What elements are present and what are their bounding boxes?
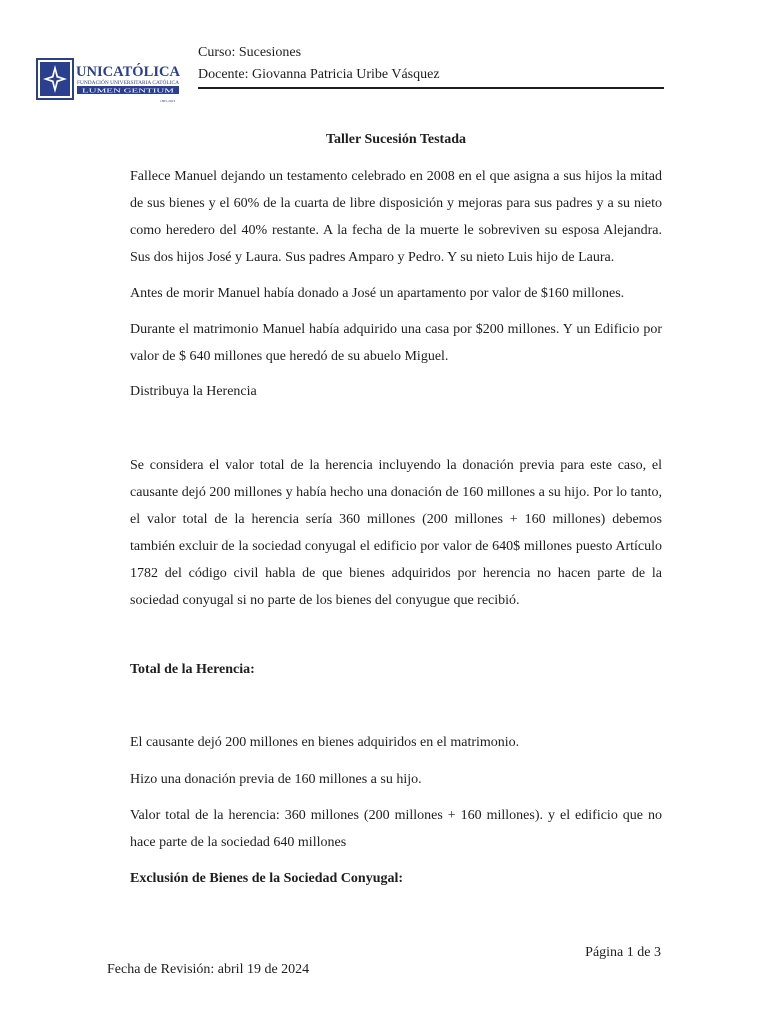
logo-motto: LUMEN GENTIUM: [82, 88, 176, 95]
paragraph-case-description: Fallece Manuel dejando un testamento celebrado en 2008 en el que asigna a sus hijos la mitad de sus bienes y el 60% de la cuarta de libre disposición y mejoras para sus padres y a su nieto como heredero del 40% restante. A la fecha de la muerte le sobreviven su esposa Alejandra. Sus dos hijos José y Laura. Sus padres Amparo y Pedro. Y su nieto Luis hijo de Laura.: [130, 169, 662, 265]
paragraph-prior-donation: Hizo una donación previa de 160 millones a su hijo.: [130, 772, 422, 787]
logo-name: UNICATÓLICA: [76, 64, 184, 80]
heading-total-inheritance: Total de la Herencia:: [130, 662, 255, 677]
paragraph-donation: Antes de morir Manuel había donado a José un apartamento por valor de $160 millones.: [130, 286, 625, 301]
page-number: Página 1 de 3: [585, 945, 661, 960]
paragraph-total-value: Valor total de la herencia: 360 millones (200 millones + 160 millones). y el edificio que no hace parte de la sociedad 640 millones: [130, 808, 662, 850]
course-label: Curso: Sucesiones: [198, 45, 302, 60]
logo-year: 1865-2023: [160, 99, 176, 103]
paragraph-instruction: Distribuya la Herencia: [130, 384, 257, 399]
header-info: [198, 44, 664, 89]
document-title: Taller Sucesión Testada: [325, 132, 467, 147]
revision-date: Fecha de Revisión: abril 19 de 2024: [107, 962, 310, 977]
paragraph-marriage-assets: Durante el matrimonio Manuel había adquirido una casa por $200 millones. Y un Edificio por valor de $ 640 millones que heredó de su abuelo Miguel.: [130, 322, 662, 364]
paragraph-assets-left: El causante dejó 200 millones en bienes adquiridos en el matrimonio.: [130, 735, 520, 750]
unicatolica-logo: [36, 56, 184, 108]
paragraph-analysis: Se considera el valor total de la herencia incluyendo la donación previa para este caso, el causante dejó 200 millones y había hecho una donación de 160 millones a su hijo. Por lo tanto, el valor total de la herencia sería 360 millones (200 millones + 160 millones) debemos también excluir de la sociedad conyugal el edificio por valor de 640$ millones puesto Artículo 1782 del código civil habla de que bienes adquiridos por herencia no hacen parte de la sociedad conyugal si no parte de los bienes del conyugue que recibió.: [130, 458, 662, 608]
logo-subtitle: FUNDACIÓN UNIVERSITARIA CATÓLICA: [77, 80, 182, 86]
document-header: [36, 40, 664, 110]
heading-exclusion: Exclusión de Bienes de la Sociedad Conyugal:: [130, 871, 404, 886]
teacher-label: Docente: Giovanna Patricia Uribe Vásquez: [198, 66, 664, 89]
